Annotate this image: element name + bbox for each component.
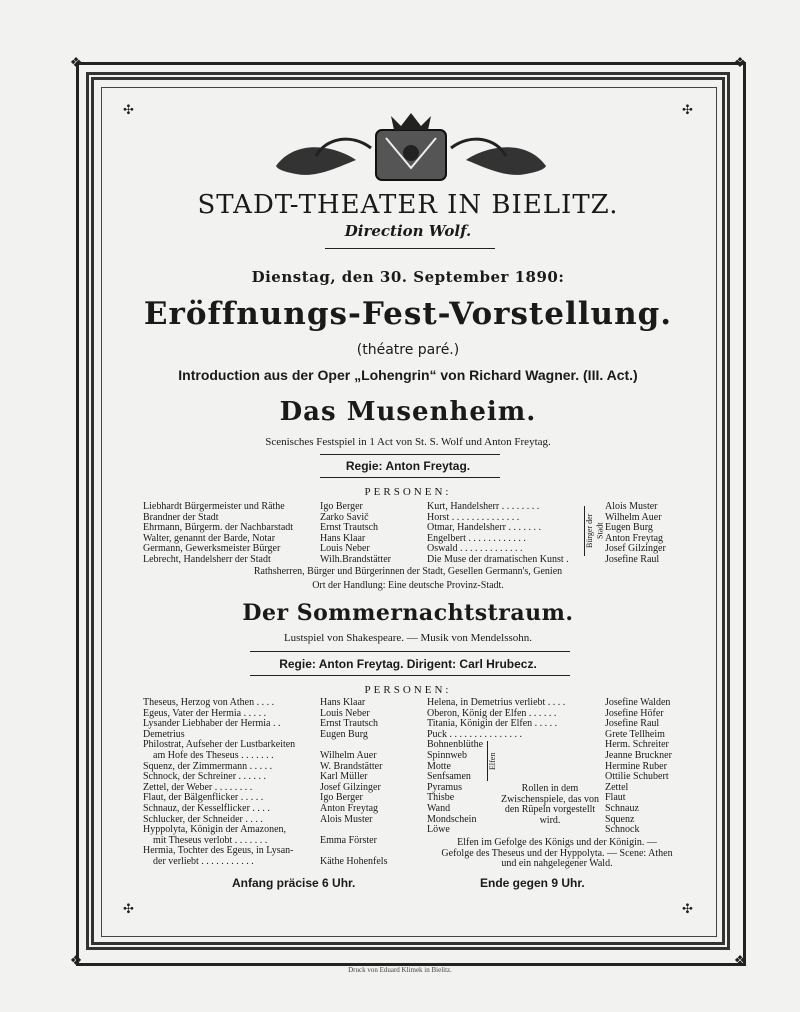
cast-actor: Ottilie Schubert xyxy=(605,771,669,783)
cast-actor: Emma Förster xyxy=(320,834,377,846)
cast-actor: Jeanne Bruckner xyxy=(605,749,672,761)
cast-actor: Josefine Raul xyxy=(605,718,660,730)
elfen-bracket-label: Elfen xyxy=(487,741,500,781)
corner-ornament-icon: ❖ xyxy=(69,953,83,969)
extras-line: und ein nahgelegener Wald. xyxy=(501,858,613,870)
rollen-note-line: den Rüpeln vorgestellt xyxy=(504,804,596,816)
cast-role: der verliebt . . . . . . . . . . . xyxy=(153,855,254,867)
cast-role: Oswald . . . . . . . . . . . . . xyxy=(427,543,523,555)
cast-role: Thisbe xyxy=(427,792,455,804)
play1-title: Das Musenheim. xyxy=(279,397,537,427)
theatre-title: STADT-THEATER IN BIELITZ. xyxy=(197,190,619,220)
cast-role: Theseus, Herzog von Athen . . . . xyxy=(143,697,275,708)
cast-actor: Louis Neber xyxy=(320,543,370,555)
play2-cast-right-actors xyxy=(605,698,672,836)
cast-role: Die Muse der dramatischen Kunst . xyxy=(427,553,569,565)
cast-actor: Josef Gilzinger xyxy=(320,781,381,793)
play1-personen: PERSONEN: xyxy=(364,486,452,498)
cast-actor: Wilhelm Auer xyxy=(605,511,662,523)
cast-actor: Eugen Burg xyxy=(605,522,653,534)
divider xyxy=(320,454,500,455)
corner-ornament-icon: ❖ xyxy=(69,55,83,71)
cast-role: Philostrat, Aufseher der Lustbarkeiten xyxy=(143,739,296,751)
cast-role: Engelbert . . . . . . . . . . . . xyxy=(427,532,526,544)
cast-role: mit Theseus verlobt . . . . . . . xyxy=(153,834,268,846)
cast-actor: Eugen Burg xyxy=(320,728,368,740)
cast-role: Kurt, Handelsherr . . . . . . . . xyxy=(427,501,540,512)
cast-role: Brandner der Stadt xyxy=(143,511,219,523)
cast-role: Germann, Gewerksmeister Bürger xyxy=(143,543,281,555)
cast-role: Bohnenblüthe xyxy=(427,739,484,751)
printer-credit: Druck von Eduard Klimek in Bielitz. xyxy=(348,966,452,974)
corner-ornament-icon: ❖ xyxy=(733,55,747,71)
cast-role: Schnauz, der Kesselflicker . . . . xyxy=(143,802,270,814)
cast-role: Walter, genannt der Barde, Notar xyxy=(143,532,276,544)
cast-actor: Hans Klaar xyxy=(320,697,366,708)
cast-role: Liebhardt Bürgermeister und Räthe xyxy=(143,501,285,512)
divider xyxy=(325,248,495,249)
extras-line: Elfen im Gefolge des Königs und der Königin. — xyxy=(457,837,657,848)
cast-role: Squenz, der Zimmermann . . . . . xyxy=(143,760,273,772)
cast-role: Hermia, Tochter des Egeus, in Lysan- xyxy=(143,845,294,857)
cast-role: Horst . . . . . . . . . . . . . . xyxy=(427,511,520,523)
introduction: Introduction aus der Oper „Lohengrin“ von Richard Wagner. (III. Act.) xyxy=(178,367,638,383)
direction: Direction Wolf. xyxy=(344,222,472,240)
cast-role: Oberon, König der Elfen . . . . . . xyxy=(427,707,557,719)
play2-personen: PERSONEN: xyxy=(364,684,452,696)
start-time: Anfang präcise 6 Uhr. xyxy=(232,876,356,890)
cast-actor: Käthe Hohenfels xyxy=(320,855,388,867)
divider xyxy=(320,477,500,478)
cast-actor: Alois Muster xyxy=(605,501,658,512)
cast-actor: Wilhelm Auer xyxy=(320,749,377,761)
play1-bracket-label: Bürger der Stadt xyxy=(584,506,603,556)
cast-actor: Josefine Raul xyxy=(605,553,660,565)
cast-actor: Anton Freytag xyxy=(605,532,664,544)
play1-cast-left-roles xyxy=(143,502,293,566)
play2-cast-left-actors xyxy=(320,698,387,868)
cast-role: Schlucker, der Schneider . . . . xyxy=(143,813,263,825)
play2-extras xyxy=(427,838,687,870)
cast-actor: Karl Müller xyxy=(320,771,368,783)
cast-role: Titania, Königin der Elfen . . . . . xyxy=(427,718,558,730)
cast-role: Schnock, der Schreiner . . . . . . xyxy=(143,771,267,783)
cast-role: Senfsamen xyxy=(427,771,471,783)
cast-actor: Ernst Trautsch xyxy=(320,522,379,534)
cast-actor: Igo Berger xyxy=(320,501,363,512)
cast-role: Zettel, der Weber . . . . . . . . xyxy=(143,781,253,793)
cast-role: Hyppolyta, Königin der Amazonen, xyxy=(143,824,287,836)
cast-actor: Josefine Höfer xyxy=(605,707,664,719)
cast-role: Lebrecht, Handelsherr der Stadt xyxy=(143,553,271,565)
star-ornament-icon: ✣ xyxy=(682,902,693,917)
cast-actor: Josef Gilzinger xyxy=(605,543,666,555)
play1-location: Ort der Handlung: Eine deutsche Provinz-Stadt. xyxy=(312,580,504,591)
cast-role: am Hofe des Theseus . . . . . . . xyxy=(153,749,274,761)
play2-regie: Regie: Anton Freytag. Dirigent: Carl Hrubecz. xyxy=(279,657,537,671)
play1-cast-left-actors xyxy=(320,502,391,566)
cast-role: Löwe xyxy=(427,824,450,836)
end-time: Ende gegen 9 Uhr. xyxy=(480,876,585,890)
play2-title: Der Sommernachtstraum. xyxy=(242,600,574,626)
cast-role: Pyramus xyxy=(427,781,462,793)
cast-actor: Wilh.Brandstätter xyxy=(320,553,391,565)
cast-actor: Zettel xyxy=(605,781,629,793)
coat-of-arms-icon xyxy=(256,108,566,188)
rollen-note-line: Rollen in dem xyxy=(521,783,579,794)
cast-actor: Squenz xyxy=(605,813,635,825)
cast-actor: Grete Tellheim xyxy=(605,728,665,740)
play1-regie: Regie: Anton Freytag. xyxy=(345,459,471,473)
cast-role: Wand xyxy=(427,802,451,814)
cast-actor: Louis Neber xyxy=(320,707,370,719)
star-ornament-icon: ✣ xyxy=(123,902,134,917)
cast-actor: Schnauz xyxy=(605,802,639,814)
cast-actor: Hans Klaar xyxy=(320,532,366,544)
cast-actor: Ernst Trautsch xyxy=(320,718,379,730)
cast-actor: Igo Berger xyxy=(320,792,363,804)
corner-ornament-icon: ❖ xyxy=(733,953,747,969)
cast-role: Ehrmann, Bürgerm. der Nachbarstadt xyxy=(143,522,294,534)
cast-actor: Schnock xyxy=(605,824,640,836)
star-ornament-icon: ✣ xyxy=(123,103,134,118)
cast-role: Otmar, Handelsherr . . . . . . . xyxy=(427,522,542,534)
play2-subtitle: Lustspiel von Shakespeare. — Musik von Mendelssohn. xyxy=(283,632,533,644)
cast-actor: Hermine Ruber xyxy=(605,760,667,772)
play1-extras: Rathsherren, Bürger und Bürgerinnen der Stadt, Gesellen Germann's, Genien xyxy=(253,566,563,577)
cast-actor: Josefine Walden xyxy=(605,697,671,708)
cast-role: Helena, in Demetrius verliebt . . . . xyxy=(427,697,566,708)
cast-role: Puck . . . . . . . . . . . . . . . xyxy=(427,728,522,740)
star-ornament-icon: ✣ xyxy=(682,103,693,118)
play2-cast-left-roles xyxy=(143,698,295,868)
cast-actor: Flaut xyxy=(605,792,626,804)
play1-cast-right-roles xyxy=(427,502,569,566)
rollen-note-line: wird. xyxy=(539,814,561,826)
cast-actor: W. Brandstätter xyxy=(320,760,383,772)
rollen-note-line: Zwischenspiele, das von xyxy=(500,793,600,805)
cast-actor: Anton Freytag xyxy=(320,802,379,814)
cast-role: Spinnweb xyxy=(427,749,467,761)
performance-name: Eröffnungs-Fest-Vorstellung. xyxy=(143,296,673,332)
performance-date: Dienstag, den 30. September 1890: xyxy=(251,268,565,286)
cast-role: Motte xyxy=(427,760,451,772)
divider xyxy=(250,651,570,652)
play1-cast-right-actors xyxy=(605,502,666,566)
cast-actor: Herm. Schreiter xyxy=(605,739,669,751)
cast-role: Flaut, der Bälgenflicker . . . . . xyxy=(143,792,264,804)
cast-actor: Alois Muster xyxy=(320,813,373,825)
cast-role: Mondschein xyxy=(427,813,477,825)
extras-line: Gefolge des Theseus und der Hyppolyta. — Scene: Athen xyxy=(441,847,673,859)
cast-role: Egeus, Vater der Hermia . . . . . xyxy=(143,707,267,719)
cast-role: Demetrius xyxy=(143,728,185,740)
play1-subtitle: Scenisches Festspiel in 1 Act von St. S. Wolf und Anton Freytag. xyxy=(265,436,551,448)
performance-note: (théatre paré.) xyxy=(356,342,460,358)
cast-role: Lysander Liebhaber der Hermia . . xyxy=(143,718,281,730)
cast-actor: Zarko Savič xyxy=(320,511,369,523)
rollen-note xyxy=(497,784,603,826)
divider xyxy=(250,675,570,676)
